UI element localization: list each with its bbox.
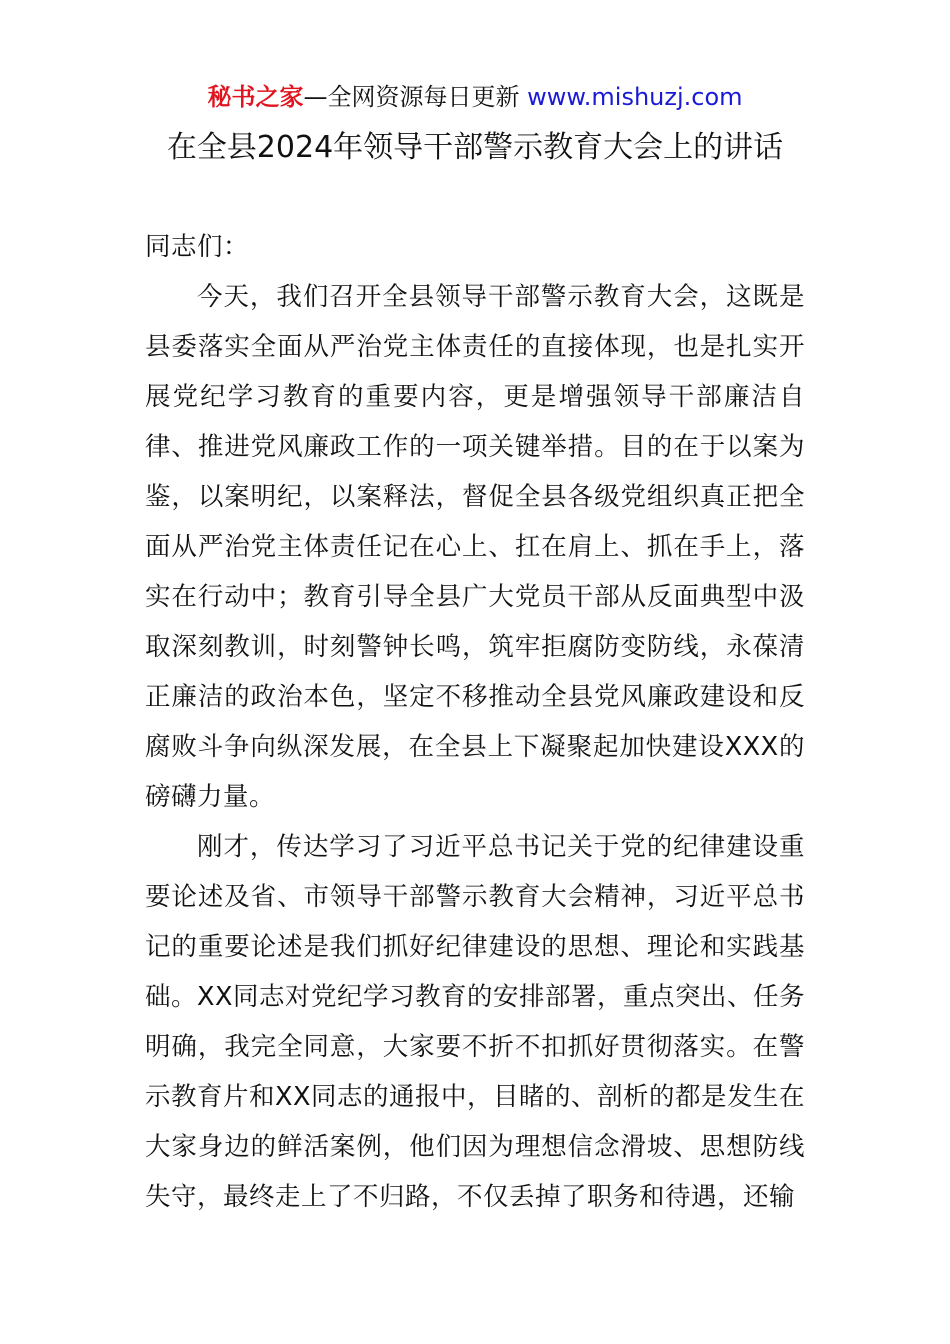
paragraph-1: 今天，我们召开全县领导干部警示教育大会，这既是县委落实全面从严治党主体责任的直接体现，也是扎实开展党纪学习教育的重要内容，更是增强领导干部廉洁自律、推进党风廉政工作的一项关键举措。目的在于以案为鉴，以案明纪，以案释法，督促全县各级党组织真正把全面从严治党主体责任记在心上、扛在肩上、抓在手上，落实在行动中；教育引导全县广大党员干部从反面典型中汲取深刻教训，时刻警钟长鸣，筑牢拒腐防变防线，永葆清正廉洁的政治本色，坚定不移推动全县党风廉政建设和反腐败斗争向纵深发展，在全县上下凝聚起加快建设XXX的磅礴力量。	[145, 282, 805, 812]
salutation: 同志们：	[145, 232, 250, 262]
site-tagline: —全网资源每日更新	[303, 83, 528, 111]
site-header	[0, 80, 950, 114]
document-body	[145, 222, 805, 1222]
paragraph-2: 刚才，传达学习了习近平总书记关于党的纪律建设重要论述及省、市领导干部警示教育大会精神，习近平总书记的重要论述是我们抓好纪律建设的思想、理论和实践基础。XX同志对党纪学习教育的安排部署，重点突出、任务明确，我完全同意，大家要不折不扣抓好贯彻落实。在警示教育片和XX同志的通报中，目睹的、剖析的都是发生在大家身边的鲜活案例，他们因为理想信念滑坡、思想防线失守，最终走上了不归路，不仅丢掉了职务和待遇，还输	[145, 832, 805, 1212]
document-title: 在全县2024年领导干部警示教育大会上的讲话	[166, 130, 784, 165]
site-url[interactable]: www.mishuzj.com	[527, 83, 743, 111]
brand-name: 秘书之家	[207, 83, 304, 111]
